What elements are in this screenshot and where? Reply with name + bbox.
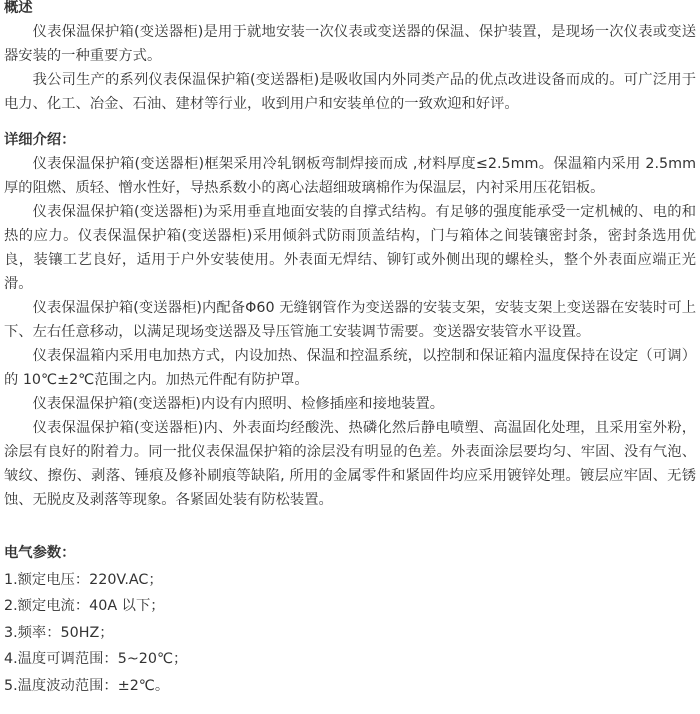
electrical-section: [4, 540, 696, 699]
electrical-heading: 电气参数：: [4, 545, 76, 561]
electrical-item-frequency: 3.频率：50HZ；: [4, 624, 114, 641]
overview-heading: 概述: [4, 0, 33, 16]
detail-paragraph-lighting: 仪表保温保护箱(变送器柜)内设有内照明、检修插座和接地装置。: [32, 396, 445, 412]
detail-paragraph-frame: 仪表保温保护箱(变送器柜)框架采用冷轧钢板弯制焊接而成 ,材料厚度≤2.5mm。保温箱内采用 2.5mm厚的阻燃、质轻、憎水性好，导热系数小的离心法超细玻璃棉作为保温层，内衬采用压花铝板。: [4, 156, 696, 196]
detail-paragraph-structure: 仪表保温保护箱(变送器柜)为采用垂直地面安装的自撑式结构。有足够的强度能承受一定机械的、电的和热的应力。仪表保温保护箱(变送器柜)采用倾斜式防雨顶盖结构，门与箱体之间装镶密封条，密封条选用优良，装镶工艺良好，适用于户外安装使用。外表面无焊结、铆钉或外侧出现的螺栓头，整个外表面应端正光滑。: [4, 204, 696, 292]
detail-paragraph-bracket: 仪表保温保护箱(变送器柜)内配备Φ60 无缝钢管作为变送器的安装支架，安装支架上变送器在安装时可上下、左右任意移动，以满足现场变送器及导压管施工安装调节需要。变送器安装管水平设置。: [4, 300, 696, 340]
overview-paragraph-2: 我公司生产的系列仪表保温保护箱(变送器柜)是吸收国内外同类产品的优点改进设备而成的。可广泛用于电力、化工、冶金、石油、建材等行业，收到用户和安装单位的一致欢迎和好评。: [4, 72, 696, 112]
detail-paragraph-coating: 仪表保温保护箱(变送器柜)内、外表面均经酸洗、热磷化然后静电喷塑、高温固化处理，且采用室外粉，涂层有良好的附着力。同一批仪表保温保护箱的涂层没有明显的色差。外表面涂层要均匀、牢固、没有气泡、皱纹、擦伤、剥落、锤痕及修补刷痕等缺陷, 所用的金属零件和紧固件均应采用镀锌处理。镀层应牢固、无锈蚀、无脱皮及剥落等现象。各紧固处装有防松装置。: [4, 420, 696, 508]
electrical-item-current: 2.额定电流：40A 以下；: [4, 598, 165, 614]
overview-section: [4, 0, 696, 116]
electrical-item-temp-range: 4.温度可调范围：5~20℃；: [4, 651, 188, 667]
electrical-item-voltage: 1.额定电压：220V.AC；: [4, 571, 163, 588]
detail-paragraph-heating: 仪表保温箱内采用电加热方式，内设加热、保温和控温系统，以控制和保证箱内温度保持在设定（可调）的 10℃±2℃范围之内。加热元件配有防护罩。: [4, 348, 696, 388]
overview-paragraph-1: 仪表保温保护箱(变送器柜)是用于就地安装一次仪表或变送器的保温、保护装置，是现场一次仪表或变送器安装的一种重要方式。: [4, 24, 696, 64]
detail-heading: 详细介绍：: [4, 132, 76, 148]
detail-section: [4, 128, 696, 512]
electrical-item-temp-fluctuation: 5.温度波动范围：±2℃。: [4, 677, 170, 694]
